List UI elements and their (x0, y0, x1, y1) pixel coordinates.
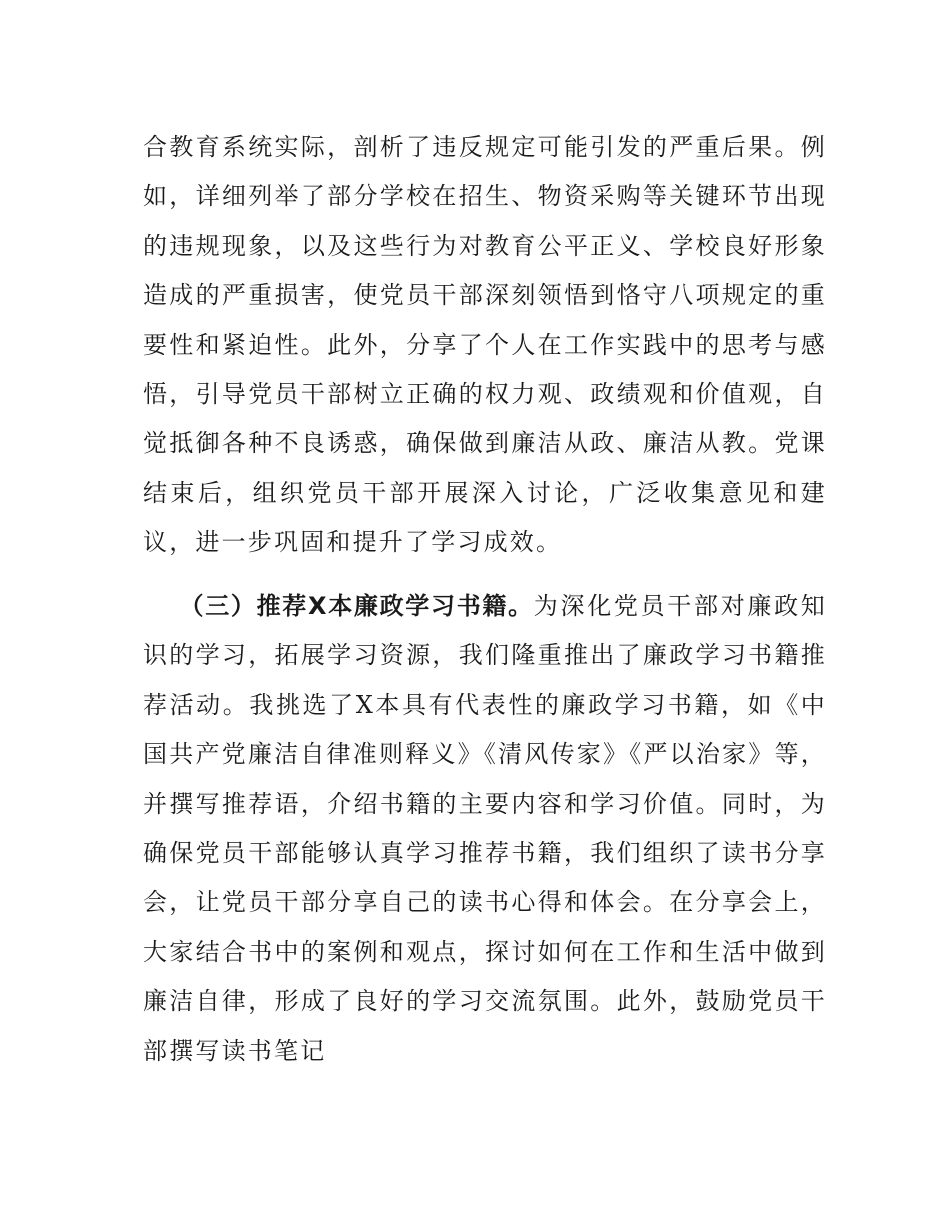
paragraph-section-3 (143, 582, 827, 1076)
paragraph-continuation: 合教育系统实际，剖析了违反规定可能引发的严重后果。例如，详细列举了部分学校在招生、物资采购等关键环节出现的违规现象，以及这些行为对教育公平正义、学校良好形象造成的严重损害，使党员干部深刻领悟到恪守八项规定的重要性和紧迫性。此外，分享了个人在工作实践中的思考与感悟，引导党员干部树立正确的权力观、政绩观和价值观，自觉抵御各种不良诱惑，确保做到廉洁从政、廉洁从教。党课结束后，组织党员干部开展深入讨论，广泛收集意见和建议，进一步巩固和提升了学习成效。 (143, 133, 827, 557)
section-body: 为深化党员干部对廉政知识的学习，拓展学习资源，我们隆重推出了廉政学习书籍推荐活动。我挑选了X本具有代表性的廉政学习书籍，如《中国共产党廉洁自律准则释义》《清风传家》《严以治家》等，并撰写推荐语，介绍书籍的主要内容和学习价值。同时，为确保党员干部能够认真学习推荐书籍，我们组织了读书分享会，让党员干部分享自己的读书心得和体会。在分享会上，大家结合书中的案例和观点，探讨如何在工作和生活中做到廉洁自律，形成了良好的学习交流氛围。此外，鼓励党员干部撰写读书笔记 (143, 592, 827, 1065)
section-heading: （三）推荐X本廉政学习书籍。 (179, 592, 534, 620)
